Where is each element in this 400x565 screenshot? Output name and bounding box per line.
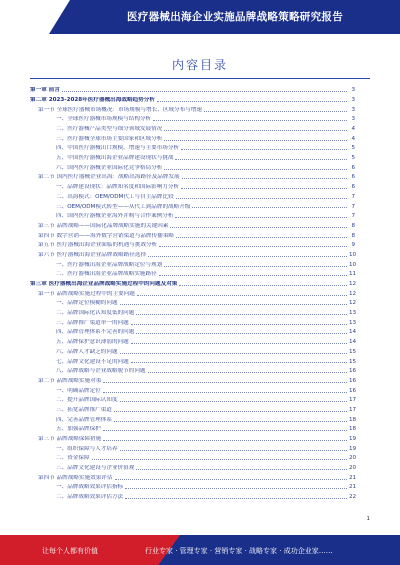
table-of-contents — [30, 84, 355, 501]
toc-entry-page: 13 — [349, 310, 357, 317]
toc-heading: 内容目录 — [171, 58, 228, 72]
toc-dot-leader — [136, 469, 347, 470]
toc-entry-page: 12 — [349, 281, 357, 288]
toc-entry-page: 15 — [349, 348, 357, 355]
toc-entry-label: 一、品牌定位模糊的问题 — [56, 300, 118, 307]
toc-entry[interactable] — [30, 404, 355, 414]
toc-entry[interactable] — [30, 326, 355, 336]
toc-entry[interactable] — [30, 384, 355, 394]
toc-entry[interactable] — [30, 113, 355, 123]
toc-dot-leader — [62, 91, 347, 92]
toc-dot-leader — [204, 111, 347, 112]
toc-dot-leader — [175, 159, 347, 160]
toc-entry-page: 21 — [349, 474, 357, 481]
toc-entry[interactable] — [30, 249, 355, 259]
toc-dot-leader — [103, 382, 347, 383]
toc-entry[interactable] — [30, 336, 355, 346]
toc-entry-page: 4 — [347, 126, 355, 132]
report-footer — [0, 535, 400, 565]
toc-entry[interactable] — [30, 278, 355, 288]
toc-dot-leader — [164, 266, 347, 267]
toc-dot-leader — [92, 459, 347, 460]
toc-entry-label: 三、品牌推广渠道单一的问题 — [56, 319, 129, 326]
toc-entry-label: 第三节 品牌战略保障措施 — [38, 436, 102, 443]
toc-entry-label: 三、医疗器械全球市场主要国家和区域分析 — [56, 135, 163, 142]
toc-entry-label: 第四节 品牌战略实施效果评估 — [38, 474, 113, 481]
toc-entry[interactable] — [30, 355, 355, 365]
toc-entry-label: 一、医疗器械出海企业品牌战略定位与规划 — [56, 261, 163, 268]
toc-entry-page: 6 — [347, 184, 355, 190]
toc-entry[interactable] — [30, 191, 355, 201]
toc-entry-label: 二、品牌战略效果评估方法 — [56, 494, 124, 501]
toc-entry-label: 六、国内医疗器械企业国际化竞争格局分析 — [56, 164, 163, 171]
toc-entry[interactable] — [30, 220, 355, 230]
toc-dot-leader — [159, 275, 347, 276]
toc-entry-label: 八、品牌战略与企业战略脱节的问题 — [56, 368, 146, 375]
toc-entry-page: 10 — [349, 261, 357, 268]
toc-entry[interactable] — [30, 94, 355, 104]
toc-entry-page: 3 — [347, 97, 355, 103]
toc-dot-leader — [192, 207, 347, 208]
toc-dot-leader — [125, 488, 347, 489]
toc-entry[interactable] — [30, 152, 355, 162]
toc-entry[interactable] — [30, 423, 355, 433]
toc-entry-page: 6 — [347, 165, 355, 171]
toc-entry-label: 第五节 医疗器械出海企业面临的机遇与挑战分析 — [38, 242, 158, 249]
toc-entry[interactable] — [30, 481, 355, 491]
footer-experts: 行业专家 · 管理专家 · 营销专家 · 战略专家 · 成功企业家…… — [145, 547, 333, 555]
toc-entry-page: 16 — [349, 377, 357, 384]
toc-dot-leader — [176, 237, 347, 238]
toc-entry-label: 五、加强品牌保护 — [56, 426, 101, 433]
toc-entry[interactable] — [30, 297, 355, 307]
toc-entry-page: 7 — [347, 204, 355, 210]
toc-entry-label: 一、品牌建设现状：品牌知名度和国际影响力分析 — [56, 184, 180, 191]
toc-entry-page: 16 — [349, 387, 357, 394]
header-angle-decoration — [0, 0, 70, 34]
toc-entry-label: 第一节 全球医疗器械市场概况：市场规模与增长、区域分布与增速 — [38, 106, 202, 113]
toc-entry-label: 第三章 医疗器械出海企业品牌战略实施过程中的问题及对策 — [30, 281, 178, 288]
toc-entry-label: 第二节 国内医疗器械企业出海：战略出海路径及品牌发展 — [38, 174, 180, 181]
toc-entry[interactable] — [30, 84, 355, 94]
toc-entry-label: 二、品牌国际化认知度低的问题 — [56, 310, 135, 317]
toc-dot-leader — [125, 498, 347, 499]
toc-dot-leader — [114, 421, 347, 422]
toc-entry-page: 22 — [349, 494, 357, 501]
toc-entry[interactable] — [30, 268, 355, 278]
report-header — [0, 0, 400, 34]
toc-dot-leader — [175, 217, 347, 218]
toc-dot-leader — [114, 411, 347, 412]
toc-entry-label: 三、拓宽品牌推广渠道 — [56, 406, 112, 413]
toc-dot-leader — [148, 256, 347, 257]
toc-entry-page: 19 — [349, 436, 357, 443]
toc-entry[interactable] — [30, 433, 355, 443]
footer-slogan: 让每个人都有价值 — [42, 547, 98, 555]
toc-entry-page: 14 — [349, 339, 357, 346]
toc-entry-page: 7 — [347, 194, 355, 200]
toc-entry[interactable] — [30, 394, 355, 404]
toc-dot-leader — [176, 198, 347, 199]
toc-entry[interactable] — [30, 413, 355, 423]
toc-entry-label: 一、品牌战略效果评估指标 — [56, 484, 124, 491]
toc-dot-leader — [103, 392, 347, 393]
toc-entry-page: 3 — [347, 107, 355, 113]
toc-entry-label: 第四节 数字营销——海外数字营销渠道与品牌传播策略 — [38, 232, 175, 239]
toc-entry-page: 20 — [349, 455, 357, 462]
toc-dot-leader — [157, 101, 347, 102]
toc-entry-label: 二、提升品牌国际认知度 — [56, 397, 118, 404]
toc-entry-page: 3 — [347, 87, 355, 93]
toc-entry-label: 第六节 医疗器械出海企业品牌战略路径选择 — [38, 251, 147, 258]
toc-entry-label: 三、品牌文化建设与企业价值观 — [56, 465, 135, 472]
toc-entry-label: 六、品牌人才缺乏的问题 — [56, 348, 118, 355]
toc-dot-leader — [120, 450, 347, 451]
toc-entry[interactable] — [30, 210, 355, 220]
toc-entry[interactable] — [30, 103, 355, 113]
toc-dot-leader — [120, 353, 347, 354]
toc-dot-leader — [131, 362, 347, 363]
toc-entry[interactable] — [30, 462, 355, 472]
toc-entry-page: 7 — [347, 213, 355, 219]
toc-entry[interactable] — [30, 171, 355, 181]
toc-dot-leader — [103, 430, 347, 431]
toc-entry[interactable] — [30, 239, 355, 249]
toc-entry-label: 四、品牌管理体系不完善的问题 — [56, 329, 135, 336]
toc-entry-label: 三、OEM/ODM模式转型——从代工到品牌的战略升级 — [56, 203, 191, 210]
toc-entry-page: 5 — [347, 145, 355, 151]
toc-entry-label: 第一节 品牌战略实施过程中的主要问题 — [38, 290, 135, 297]
toc-dot-leader — [103, 440, 347, 441]
toc-dot-leader — [182, 178, 347, 179]
toc-entry-label: 五、品牌保护意识薄弱的问题 — [56, 339, 129, 346]
toc-entry-page: 4 — [347, 136, 355, 142]
toc-entry-page: 10 — [349, 251, 357, 258]
toc-dot-leader — [131, 343, 347, 344]
toc-entry-page: 3 — [347, 116, 355, 122]
toc-divider — [30, 78, 370, 79]
toc-entry-page: 12 — [349, 290, 357, 297]
toc-entry-label: 第一章 前言 — [30, 87, 60, 94]
toc-entry[interactable] — [30, 123, 355, 133]
toc-dot-leader — [164, 169, 347, 170]
toc-entry-label: 第二节 品牌战略实施对策 — [38, 377, 102, 384]
toc-dot-leader — [120, 401, 347, 402]
toc-entry-page: 19 — [349, 445, 357, 452]
toc-entry-label: 五、中国医疗器械出海企业品牌建设现状与挑战 — [56, 155, 174, 162]
toc-entry[interactable] — [30, 442, 355, 452]
toc-entry[interactable] — [30, 346, 355, 356]
toc-entry[interactable] — [30, 365, 355, 375]
toc-entry[interactable] — [30, 162, 355, 172]
toc-entry-page: 9 — [347, 242, 355, 248]
page-number: 1 — [366, 516, 370, 522]
toc-entry-label: 四、国内医疗器械企业海外并购与合作案例分析 — [56, 213, 174, 220]
toc-entry-page: 18 — [349, 426, 357, 433]
toc-dot-leader — [153, 120, 347, 121]
toc-dot-leader — [179, 285, 347, 286]
toc-entry[interactable] — [30, 452, 355, 462]
toc-dot-leader — [115, 479, 348, 480]
toc-entry-page: 18 — [349, 416, 357, 423]
toc-entry-label: 七、品牌文化建设不足的问题 — [56, 358, 129, 365]
toc-dot-leader — [159, 246, 347, 247]
toc-entry-page: 20 — [349, 465, 357, 472]
toc-entry-label: 一、组织保障与人才培养 — [56, 445, 118, 452]
report-title: 医疗器械出海企业实施品牌战略策略研究报告 — [127, 11, 343, 23]
toc-dot-leader — [164, 140, 347, 141]
toc-dot-leader — [120, 304, 347, 305]
toc-entry-label: 第三节 品牌战略——国际化品牌战略实施的关键因素 — [38, 222, 169, 229]
toc-entry[interactable] — [30, 491, 355, 501]
toc-entry-label: 二、出海模式：OEM/ODM代工与自主品牌比较 — [56, 193, 174, 200]
toc-entry-label: 一、全球医疗器械市场规模与结构分析 — [56, 116, 152, 123]
toc-entry[interactable] — [30, 181, 355, 191]
toc-dot-leader — [148, 372, 347, 373]
toc-entry-page: 8 — [347, 233, 355, 239]
toc-entry[interactable] — [30, 472, 355, 482]
toc-entry-page: 16 — [349, 368, 357, 375]
toc-entry-page: 13 — [349, 319, 357, 326]
toc-entry-page: 17 — [349, 406, 357, 413]
toc-entry[interactable] — [30, 307, 355, 317]
toc-entry-label: 二、医疗器械出海企业品牌战略实施路径 — [56, 271, 157, 278]
toc-entry-page: 5 — [347, 155, 355, 161]
toc-entry-page: 17 — [349, 397, 357, 404]
toc-entry-label: 四、完善品牌管理体系 — [56, 416, 112, 423]
toc-entry-page: 14 — [349, 329, 357, 336]
toc-entry-page: 12 — [349, 300, 357, 307]
toc-entry-label: 第二章 2023-2028年医疗器械出海战略趋势分析 — [30, 96, 155, 103]
toc-dot-leader — [181, 149, 347, 150]
toc-entry[interactable] — [30, 317, 355, 327]
toc-entry-page: 8 — [347, 223, 355, 229]
toc-dot-leader — [170, 227, 347, 228]
toc-entry-page: 11 — [349, 271, 357, 278]
toc-dot-leader — [181, 188, 347, 189]
toc-entry-page: 6 — [347, 174, 355, 180]
toc-entry[interactable] — [30, 132, 355, 142]
toc-entry[interactable] — [30, 200, 355, 210]
toc-dot-leader — [136, 314, 347, 315]
toc-entry[interactable] — [30, 142, 355, 152]
toc-dot-leader — [136, 333, 347, 334]
toc-dot-leader — [164, 130, 347, 131]
toc-entry[interactable] — [30, 258, 355, 268]
toc-dot-leader — [137, 295, 347, 296]
toc-entry-label: 一、明确品牌定位 — [56, 387, 101, 394]
toc-entry-label: 二、医疗器械产品类型与细分领域发展情况 — [56, 126, 163, 133]
toc-entry[interactable] — [30, 375, 355, 385]
toc-dot-leader — [131, 324, 347, 325]
toc-entry[interactable] — [30, 229, 355, 239]
toc-entry[interactable] — [30, 287, 355, 297]
toc-entry-page: 21 — [349, 484, 357, 491]
toc-entry-page: 15 — [349, 358, 357, 365]
toc-entry-label: 二、资金保障 — [56, 455, 90, 462]
toc-entry-label: 四、中国医疗器械出口规模、增速与主要市场分析 — [56, 145, 180, 152]
